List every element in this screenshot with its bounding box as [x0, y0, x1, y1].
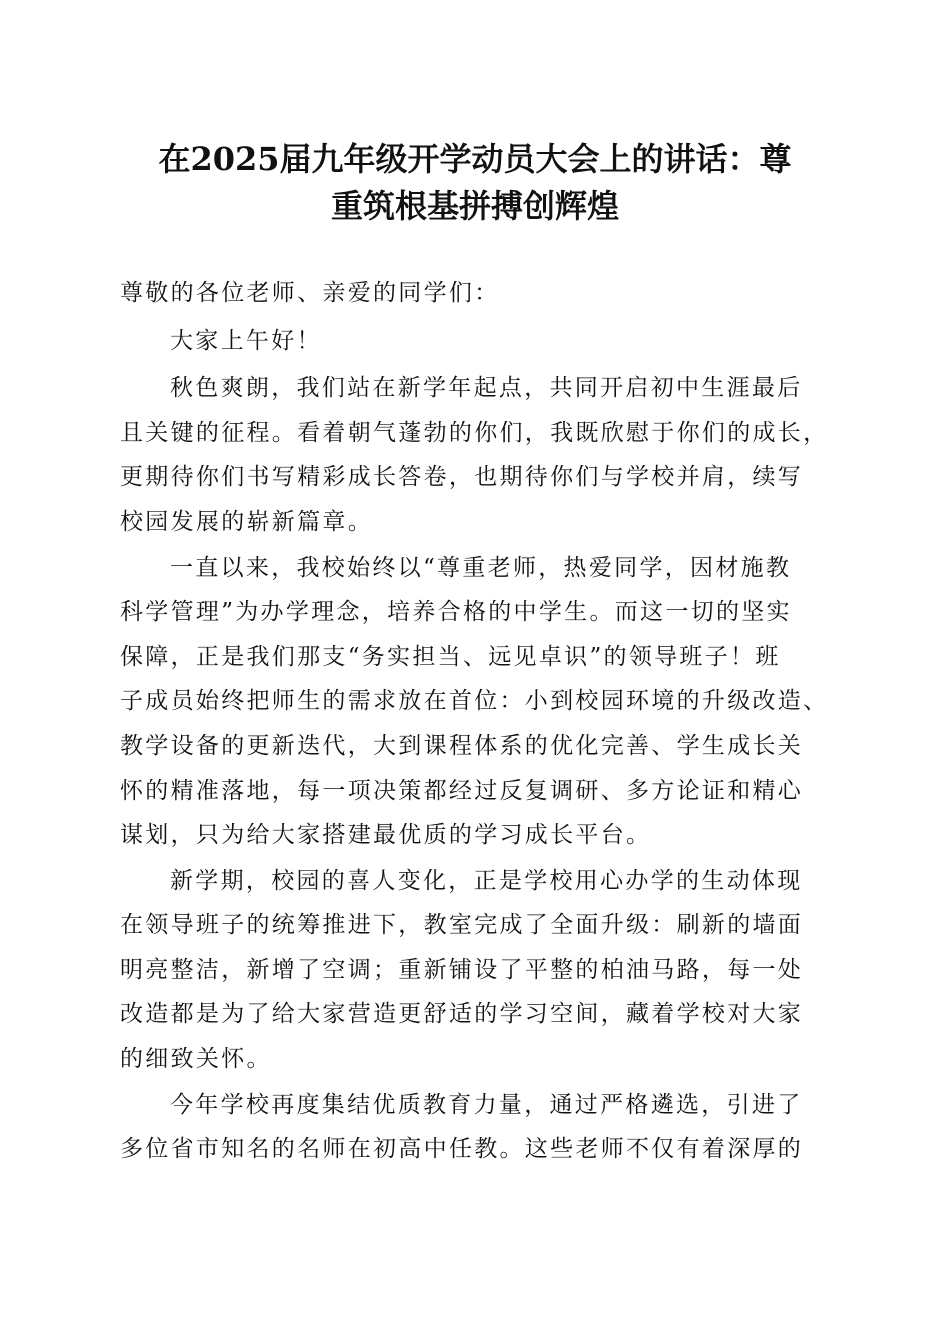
body-line: 大家上午好！	[170, 328, 322, 354]
body-line: 教学设备的更新迭代，大到课程体系的优化完善、学生成长关	[120, 733, 804, 759]
body-line: 明亮整洁，新增了空调；重新铺设了平整的柏油马路，每一处	[120, 957, 804, 983]
title-line-2: 重筑根基拼搏创辉煌	[330, 187, 619, 225]
title-line-1: 在2025届九年级开学动员大会上的讲话：尊	[158, 140, 792, 178]
body-line: 一直以来，我校始终以“尊重老师，热爱同学，因材施教	[170, 555, 792, 581]
body-line: 且关键的征程。看着朝气蓬勃的你们，我既欣慰于你们的成长，	[120, 420, 829, 446]
body-line: 怀的精准落地，每一项决策都经过反复调研、多方论证和精心	[120, 778, 804, 804]
body-line: 子成员始终把师生的需求放在首位：小到校园环境的升级改造、	[120, 688, 829, 714]
body-line: 多位省市知名的名师在初高中任教。这些老师不仅有着深厚的	[120, 1136, 804, 1162]
body-line: 在领导班子的统筹推进下，教室完成了全面升级：刷新的墙面	[120, 912, 804, 938]
body-line: 秋色爽朗，我们站在新学年起点，共同开启初中生涯最后	[170, 375, 803, 401]
body-line: 更期待你们书写精彩成长答卷，也期待你们与学校并肩，续写	[120, 464, 804, 490]
body-line: 改造都是为了给大家营造更舒适的学习空间，藏着学校对大家	[120, 1001, 804, 1027]
body-line: 今年学校再度集结优质教育力量，通过严格遴选，引进了	[170, 1092, 803, 1118]
salutation-line: 尊敬的各位老师、亲爱的同学们：	[120, 280, 500, 306]
body-line: 校园发展的崭新篇章。	[120, 509, 373, 535]
document-title	[100, 136, 850, 230]
body-line: 保障，正是我们那支“务实担当、远见卓识”的领导班子！班	[120, 644, 781, 670]
body-line: 科学管理”为办学理念，培养合格的中学生。而这一切的坚实	[120, 599, 792, 625]
body-line: 的细致关怀。	[120, 1046, 272, 1072]
body-line: 新学期，校园的喜人变化，正是学校用心办学的生动体现	[170, 868, 803, 894]
body-line: 谋划，只为给大家搭建最优质的学习成长平台。	[120, 822, 652, 848]
